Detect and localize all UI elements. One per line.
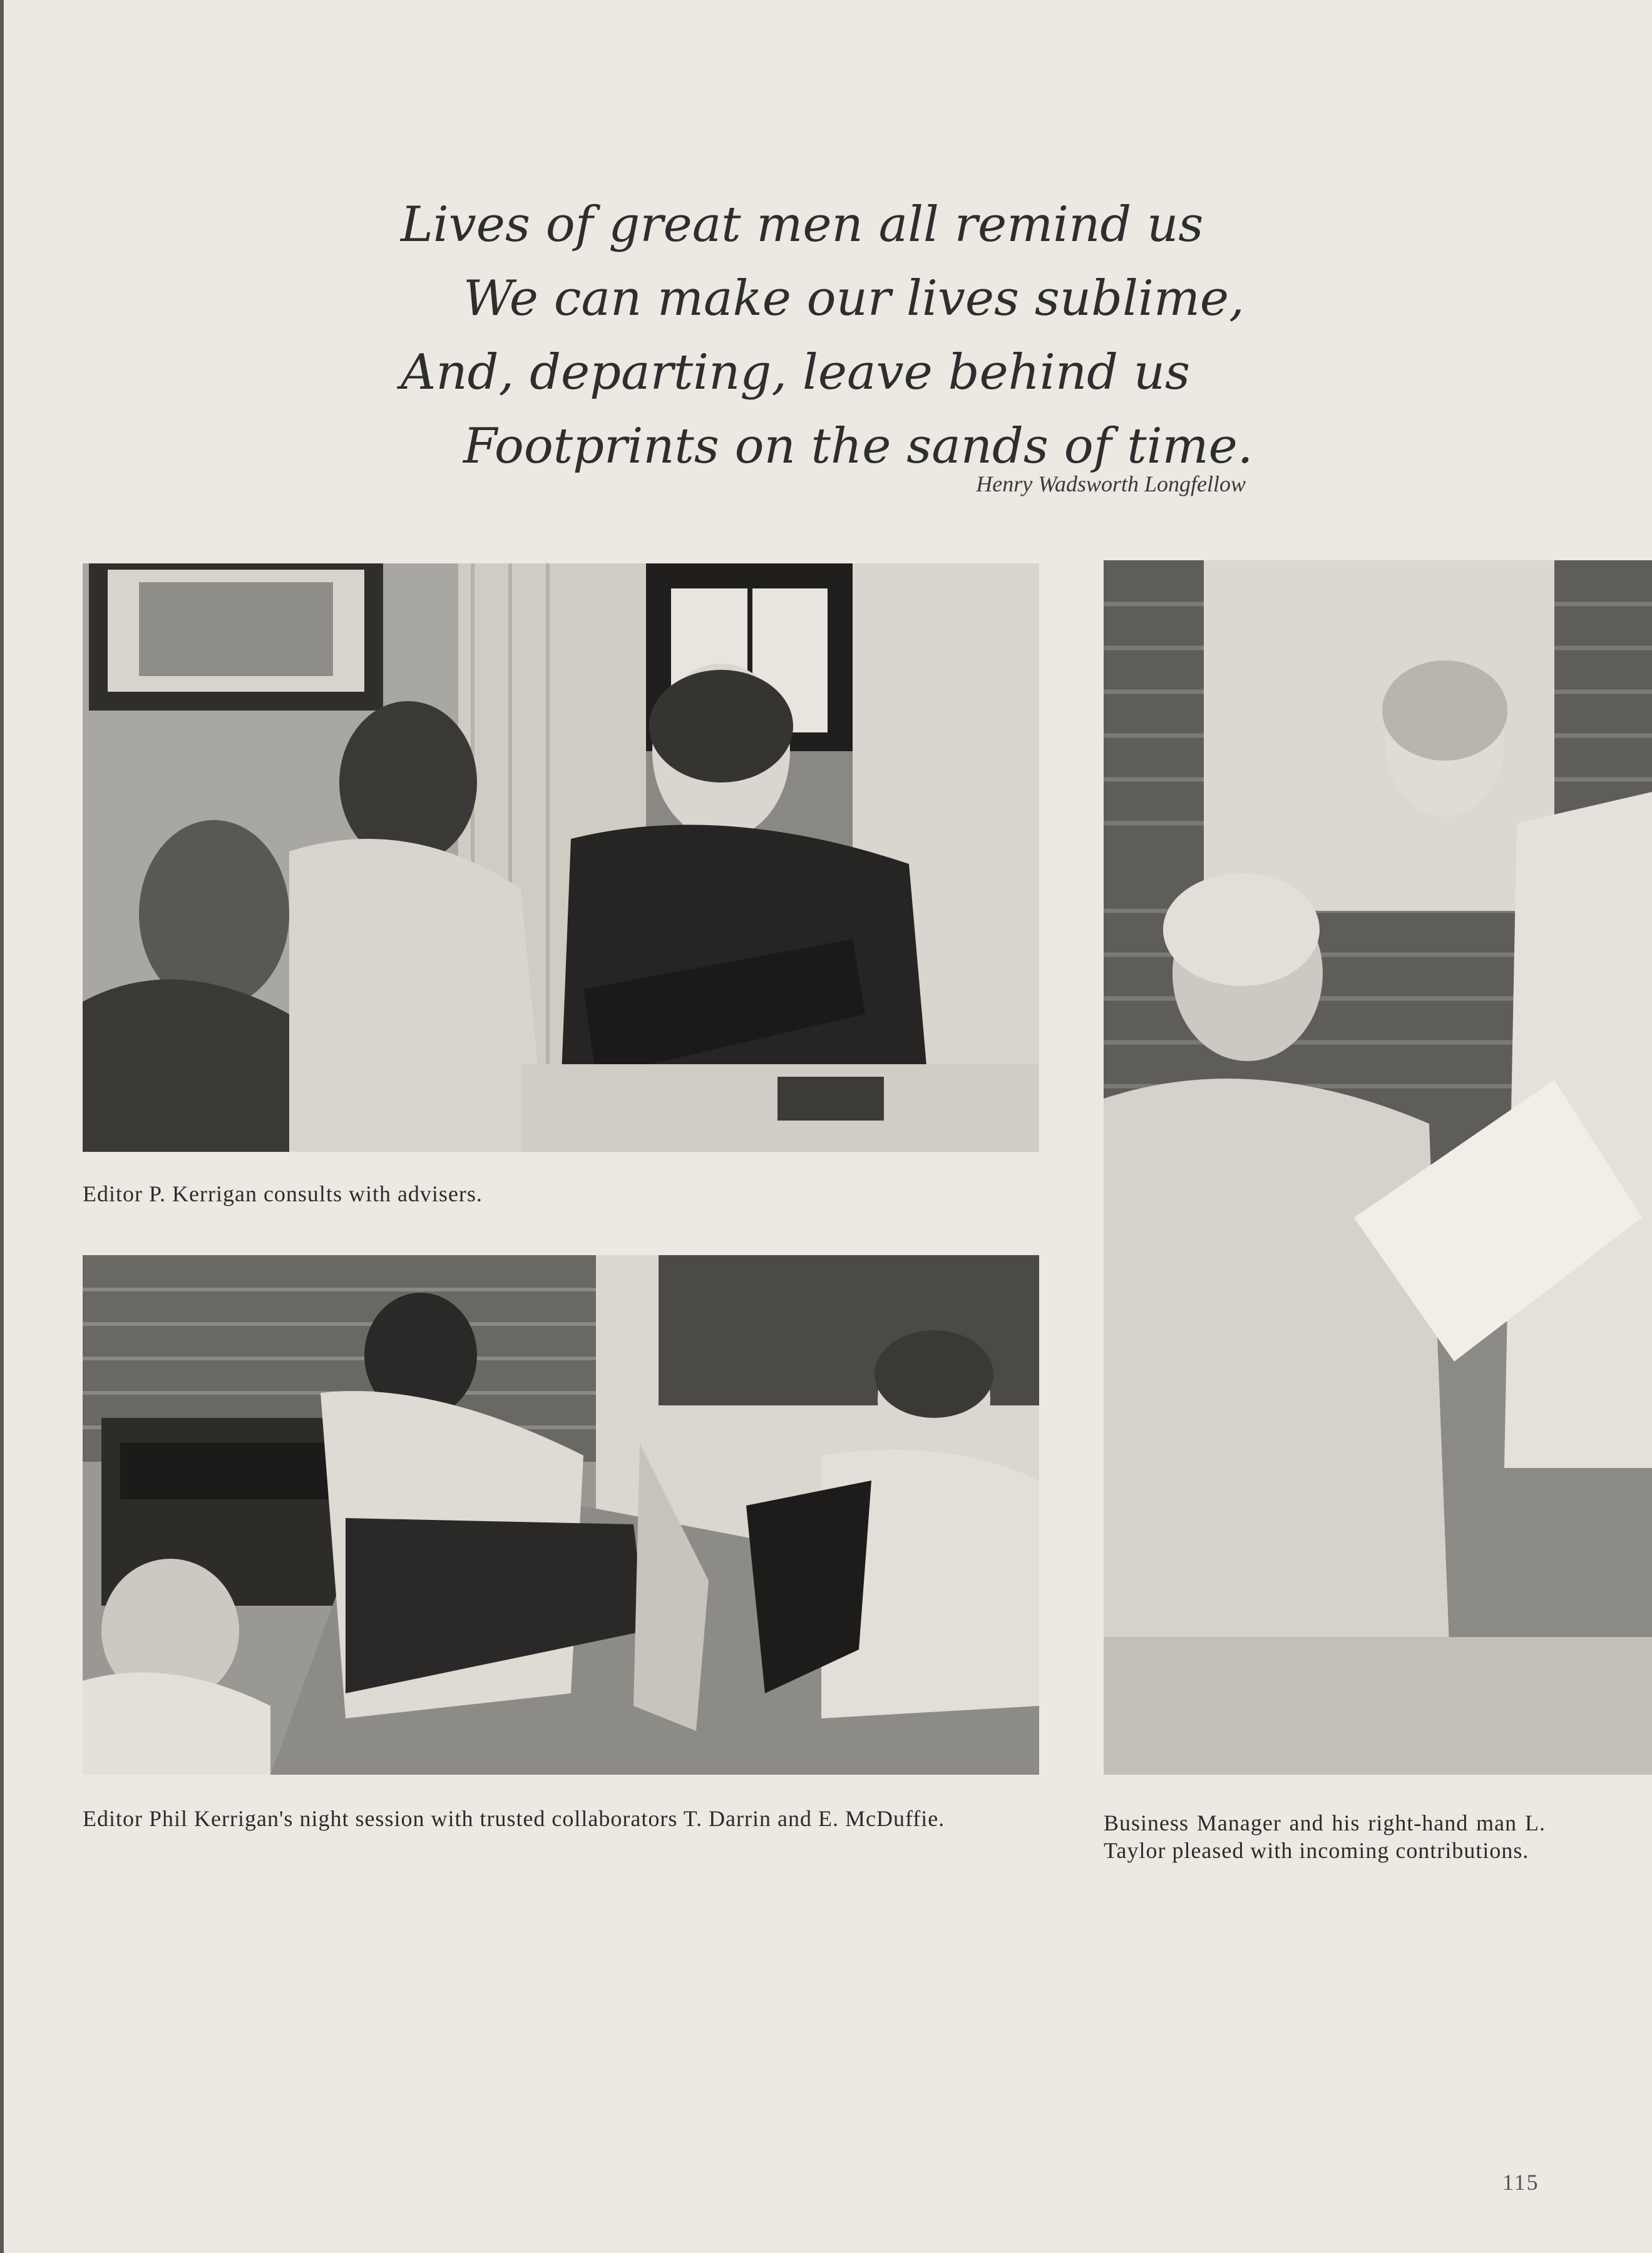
poem-line-1: Lives of great men all remind us [401, 197, 1204, 253]
poem-line-2: We can make our lives sublime, [463, 270, 1244, 327]
page-binding-edge [0, 0, 4, 2253]
photo-night-session [83, 1255, 1039, 1775]
photo-business-manager [1104, 560, 1652, 1775]
poem-line-4: Footprints on the sands of time. [463, 418, 1253, 475]
poem [401, 188, 1277, 483]
poem-attribution: Henry Wadsworth Longfellow [976, 471, 1246, 496]
page-number: 115 [1502, 2170, 1539, 2195]
photo-caption-1: Editor P. Kerrigan consults with advisers. [83, 1181, 483, 1206]
photo-editor-with-advisers [83, 563, 1039, 1152]
photo-caption-3: Business Manager and his right-hand man L. Taylor pleased with incoming contributions. [1104, 1810, 1546, 1863]
photo-caption-2: Editor Phil Kerrigan's night session with trusted collaborators T. Darrin and E. McDuffie. [83, 1806, 945, 1831]
poem-line-3: And, departing, leave behind us [401, 344, 1191, 401]
